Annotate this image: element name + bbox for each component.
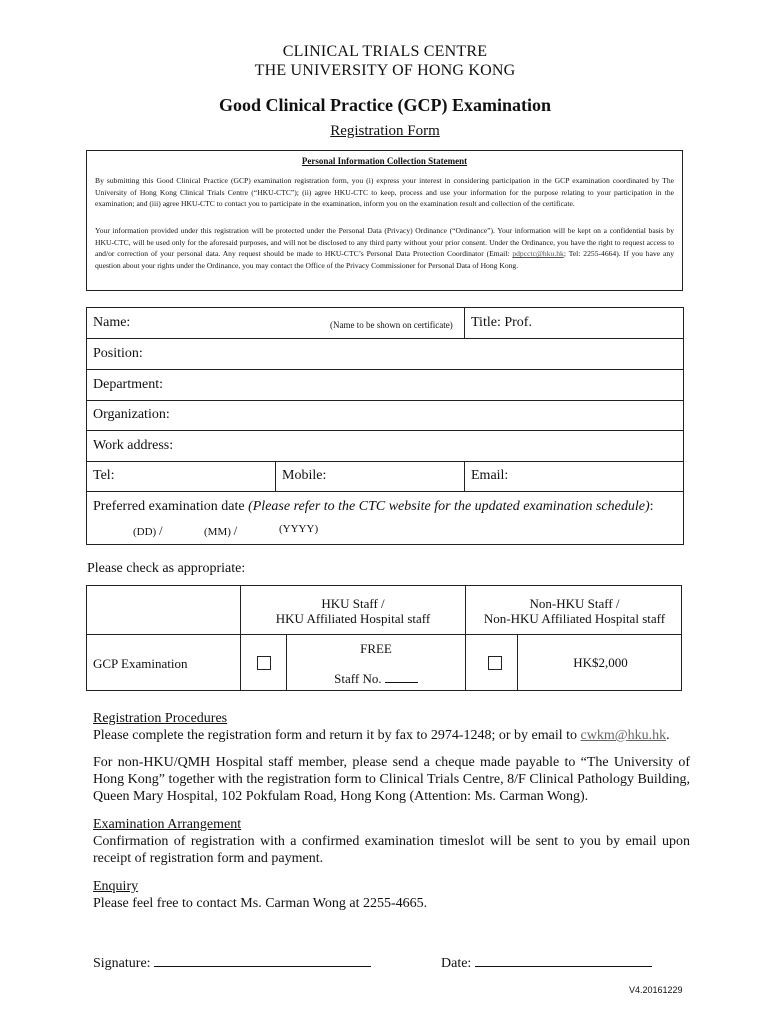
pics-box (86, 150, 683, 291)
exam-date-day-field[interactable]: (DD) / (133, 523, 163, 538)
title-value: Prof. (504, 315, 532, 330)
pics-paragraph-2: Your information provided under this registration will be protected under the Personal Data (Privacy) Ordinance (“Ordinance”). Your information will be kept on a confidential basis by HKU-CTC, will be used only for the aforesaid purposes, and will not be disclosed to any third party without your prior consent. Under the Ordinance, you have the right to request access to and/or correction of your personal data. Any request should be made to HKU-CTC’s Personal Data Protection Coordinator (Email: pdpcctc@hku.hk; Tel: 2255-4664). If you have any question about your rights under the Ordinance, you may contact the Office of the Privacy Commissioner for Personal Data of Hong Kong. (95, 226, 675, 270)
organization-field[interactable]: Organization: (93, 407, 170, 422)
non-hku-staff-checkbox[interactable] (488, 656, 502, 670)
procedures-cheque-paragraph: For non-HKU/QMH Hospital staff member, please send a cheque made payable to “The University of Hong Kong” together with the registration form to Clinical Trials Centre, 8/F Clinical Pathology Building, Queen Mary Hospital, 102 Pokfulam Road, Hong Kong (Attention: Ms. Carman Wong). (93, 755, 690, 804)
arrangement-text: Confirmation of registration with a confirmed examination timeslot will be sent to you by email upon receipt of registration form and payment. (93, 834, 690, 866)
registration-form (86, 307, 684, 545)
arrangement-section (93, 816, 690, 867)
exam-date-label: Preferred examination date (Please refer to the CTC website for the updated examination schedule): (93, 499, 654, 514)
hku-price: FREE (360, 641, 392, 656)
position-field[interactable]: Position: (93, 346, 143, 361)
enquiry-section (93, 878, 690, 912)
hku-staff-checkbox[interactable] (257, 656, 271, 670)
page-subtitle: Registration Form (330, 123, 440, 139)
pics-paragraph-1: By submitting this Good Clinical Practice (GCP) examination registration form, you (i) express your interest in considering participation in the GCP examination coordinated by The University of Hong Kong Clinical Trials Centre (“HKU-CTC”); (ii) agree HKU-CTC to keep, process and use your information for the purpose relating to your participation in the examination; and (iii) agree HKU-CTC to contact you to participate in the examination, inform you on the examination result and collection of the certificate. (95, 176, 674, 209)
staff-no-field[interactable]: Staff No. (287, 671, 465, 687)
pics-heading: Personal Information Collection Statement (301, 156, 468, 166)
col-header-non-hku: Non-HKU Staff / Non-HKU Affiliated Hospital staff (483, 596, 666, 626)
page-title: Good Clinical Practice (GCP) Examination (219, 95, 551, 115)
exam-date-note: (Please refer to the CTC website for the updated examination schedule) (248, 499, 650, 514)
organization-name: CLINICAL TRIALS CENTRE (282, 43, 488, 60)
pdpc-email-link[interactable]: pdpcctc@hku.hk (512, 249, 564, 259)
mobile-field[interactable]: Mobile: (282, 468, 327, 483)
arrangement-heading: Examination Arrangement (93, 817, 242, 832)
registration-email-link[interactable]: cwkm@hku.hk (580, 728, 667, 743)
university-name: THE UNIVERSITY OF HONG KONG (254, 62, 516, 79)
department-field[interactable]: Department: (93, 377, 163, 392)
enquiry-heading: Enquiry (93, 879, 139, 894)
title-field[interactable]: Title: Prof. (471, 315, 532, 330)
enquiry-text: Please feel free to contact Ms. Carman Wong at 2255-4665. (93, 896, 428, 911)
version-label: V4.20161229 (629, 985, 683, 995)
row-label-gcp-exam: GCP Examination (93, 656, 188, 671)
email-field[interactable]: Email: (471, 468, 509, 483)
work-address-field[interactable]: Work address: (93, 438, 174, 453)
col-header-hku: HKU Staff / HKU Affiliated Hospital staff (275, 596, 431, 626)
procedures-heading: Registration Procedures (93, 711, 228, 726)
date-field[interactable]: Date: (441, 956, 652, 972)
tel-field[interactable]: Tel: (93, 468, 115, 483)
non-hku-price: HK$2,000 (573, 655, 628, 670)
exam-date-year-field[interactable]: (YYYY) (279, 523, 319, 535)
signature-field[interactable]: Signature: (93, 956, 371, 972)
name-note: (Name to be shown on certificate) (330, 320, 453, 330)
fee-table (86, 585, 682, 691)
check-instruction: Please check as appropriate: (87, 561, 246, 576)
exam-date-month-field[interactable]: (MM) / (204, 523, 238, 538)
name-field[interactable]: Name: (93, 315, 131, 330)
procedures-line1: Please complete the registration form and return it by fax to 2974-1248; or by email to cwkm@hku.hk. (93, 728, 670, 743)
procedures-section (93, 710, 690, 744)
